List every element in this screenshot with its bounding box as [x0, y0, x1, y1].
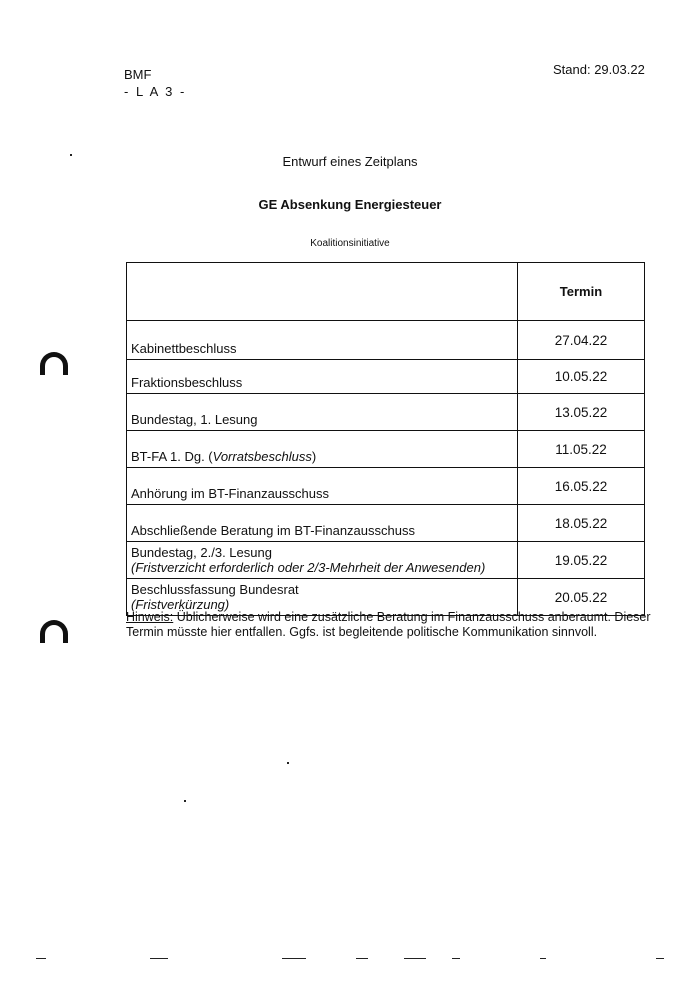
- step-date: 20.05.22: [518, 579, 645, 616]
- initiative-label: Koalitionsinitiative: [310, 238, 390, 249]
- note-paragraph: [126, 610, 666, 640]
- step-label-text: Beschlussfassung Bundesrat: [131, 582, 299, 597]
- table-row: [127, 321, 645, 360]
- scan-speck: [70, 154, 72, 156]
- note-text: Üblicherweise wird eine zusätzliche Beratung im Finanzausschuss anberaumt. Dieser Termin müsste hier entfallen. Ggfs. ist begleitende politische Kommunikation sinnvoll.: [126, 610, 651, 639]
- step-label: Fraktionsbeschluss: [127, 360, 518, 394]
- scan-speck: [184, 800, 186, 802]
- table-header-row: [127, 263, 645, 321]
- header-date-cell: Termin: [518, 263, 645, 321]
- scan-speck: [404, 958, 426, 959]
- note-title: Hinweis:: [126, 610, 174, 624]
- step-label: Bundestag, 1. Lesung: [127, 394, 518, 431]
- step-label: [127, 431, 518, 468]
- step-date: 16.05.22: [518, 468, 645, 505]
- scan-speck: [36, 958, 46, 959]
- schedule-table: [126, 262, 645, 616]
- step-label-end: ): [311, 449, 317, 464]
- table-row: [127, 542, 645, 579]
- punch-hole-mark: [40, 620, 68, 643]
- header-empty-cell: [127, 263, 518, 321]
- stand-date: Stand: 29.03.22: [553, 62, 645, 77]
- scan-speck: [356, 958, 368, 959]
- step-label: Abschließende Beratung im BT-Finanzausschuss: [127, 505, 518, 542]
- scan-speck: [656, 958, 664, 959]
- scan-speck: [282, 958, 306, 959]
- step-date: 19.05.22: [518, 542, 645, 579]
- org-name: BMF: [124, 67, 152, 82]
- step-label: Kabinettbeschluss: [127, 321, 518, 360]
- step-label: Anhörung im BT-Finanzausschuss: [127, 468, 518, 505]
- step-date: 10.05.22: [518, 360, 645, 394]
- scan-speck: [540, 958, 546, 959]
- step-date: 13.05.22: [518, 394, 645, 431]
- bill-title: GE Absenkung Energiesteuer: [258, 197, 442, 212]
- step-sublabel: (Fristverzicht erforderlich oder 2/3-Mehrheit der Anwesenden): [131, 560, 486, 575]
- draft-title: Entwurf eines Zeitplans: [282, 154, 418, 169]
- scan-speck: [287, 762, 289, 764]
- table-row: [127, 505, 645, 542]
- unit-code: - L A 3 -: [124, 84, 187, 99]
- table-row: [127, 394, 645, 431]
- step-date: 11.05.22: [518, 431, 645, 468]
- table-row: [127, 431, 645, 468]
- step-label: [127, 542, 518, 579]
- table-row: [127, 360, 645, 394]
- step-sublabel: (Fristverkürzung): [131, 597, 230, 612]
- punch-hole-mark: [40, 352, 68, 375]
- scan-speck: [150, 958, 168, 959]
- table-row: [127, 468, 645, 505]
- step-label-text: BT-FA 1. Dg. (: [131, 449, 213, 464]
- step-label-italic: Vorratsbeschluss: [212, 449, 312, 464]
- step-date: 27.04.22: [518, 321, 645, 360]
- step-label-text: Bundestag, 2./3. Lesung: [131, 545, 272, 560]
- step-date: 18.05.22: [518, 505, 645, 542]
- header-left: [124, 66, 186, 100]
- scan-speck: [452, 958, 460, 959]
